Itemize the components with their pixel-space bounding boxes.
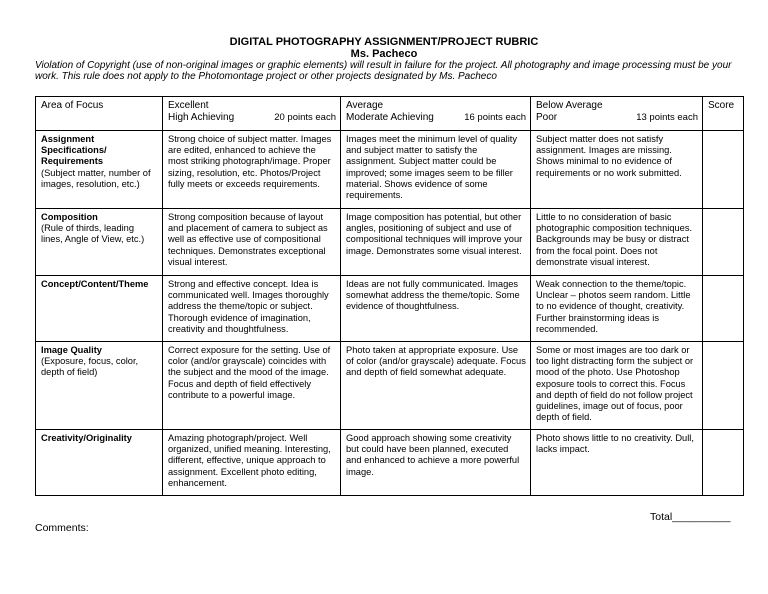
header-row (36, 97, 744, 131)
excellent-header (163, 97, 341, 131)
score-cell (703, 342, 744, 430)
table-row (36, 342, 744, 430)
rubric-table (35, 96, 744, 496)
total-field: Total__________ (650, 511, 731, 523)
table-row (36, 430, 744, 496)
excellent-cell: Strong choice of subject matter. Images are edited, enhanced to achieve the most striking photograph/image. Proper sizing, resolution, etc. Photos/Project fully meets or exceeds requirements. (163, 131, 341, 209)
area-title: Image Quality (41, 345, 102, 355)
area-cell (36, 131, 163, 209)
below-average-cell: Some or most images are too dark or too light distracting form the subject or mood of the photo. Use Photoshop exposure tools to correct this. Focus and depth of field do not follow project guidelines, image out of focus, poor depth of field. (531, 342, 703, 430)
document-title: DIGITAL PHOTOGRAPHY ASSIGNMENT/PROJECT RUBRIC (229, 36, 539, 48)
area-title: Concept/Content/Theme (41, 279, 149, 289)
area-cell (36, 430, 163, 496)
table-row (36, 131, 744, 209)
score-cell (703, 131, 744, 209)
score-cell (703, 209, 744, 276)
excellent-cell: Amazing photograph/project. Well organized, unified meaning. Interesting, different, effective, unique approach to assignment. Excellent photo editing, enhancement. (163, 430, 341, 496)
below-average-points: 13 points each (636, 112, 698, 123)
average-cell: Image composition has potential, but other angles, positioning of subject and use of compositional techniques will improve your image. Demonstrates some visual interest. (341, 209, 531, 276)
area-cell (36, 209, 163, 276)
excellent-label: Excellent (168, 100, 209, 111)
average-cell: Photo taken at appropriate exposure. Use of color (and/or grayscale) adequate. Focus and depth of field somewhat adequate. (341, 342, 531, 430)
below-average-sublabel: Poor (536, 112, 558, 123)
score-cell (703, 430, 744, 496)
average-cell: Good approach showing some creativity but could have been planned, executed and enhanced to achieve a more powerful image. (341, 430, 531, 496)
area-description: (Rule of thirds, leading lines, Angle of View, etc.) (41, 223, 145, 245)
area-of-focus-header: Area of Focus (36, 97, 163, 131)
area-description: (Exposure, focus, color, depth of field) (41, 356, 139, 378)
area-cell (36, 276, 163, 342)
score-header: Score (703, 97, 744, 131)
below-average-label: Below Average (536, 100, 603, 111)
excellent-cell: Strong and effective concept. Idea is communicated well. Images thoroughly address the theme/topic or subject. Thorough evidence of imagination, creativity and thoughtfulness. (163, 276, 341, 342)
excellent-cell: Strong composition because of layout and placement of camera to subject as well as effective use of compositional techniques. Demonstrates exceptional visual interest. (163, 209, 341, 276)
table-row (36, 276, 744, 342)
average-points: 16 points each (464, 112, 526, 123)
below-average-cell: Weak connection to the theme/topic. Unclear – photos seem random. Little to no evidence of thought, creativity. Further brainstorming ideas is recommended. (531, 276, 703, 342)
teacher-name: Ms. Pacheco (350, 48, 418, 60)
area-title: Creativity/Originality (41, 433, 132, 443)
area-title: Composition (41, 212, 98, 222)
average-cell: Ideas are not fully communicated. Images somewhat address the theme/topic. Some evidence of thoughtfulness. (341, 276, 531, 342)
below-average-cell: Subject matter does not satisfy assignment. Images are missing. Shows minimal to no evidence of requirements or no work submitted. (531, 131, 703, 209)
excellent-sublabel: High Achieving (168, 112, 235, 123)
excellent-points: 20 points each (274, 112, 336, 123)
area-description: (Subject matter, number of images, resolution, etc.) (41, 167, 151, 189)
comments-label: Comments: (35, 522, 89, 534)
copyright-notice: Violation of Copyright (use of non-original images or graphic elements) will result in failure for the project. All photography and image processing must be your work. This rule does not apply to the Photomontage project or other projects designated by Ms. Pacheco (35, 60, 732, 82)
average-cell: Images meet the minimum level of quality and subject matter to satisfy the assignment. Subject matter could be improved; some images seem to be filler material. Shows evidence of some requirements. (341, 131, 531, 209)
area-title: Assignment Specifications/ Requirements (41, 134, 107, 167)
average-sublabel: Moderate Achieving (346, 112, 434, 123)
excellent-cell: Correct exposure for the setting. Use of color (and/or grayscale) coincides with the subject and the mood of the image. Focus and depth of field effectively contribute to a powerful image. (163, 342, 341, 430)
below-average-cell: Little to no consideration of basic photographic composition techniques. Backgrounds may be busy or distract from the focal point. Does not demonstrate visual interest. (531, 209, 703, 276)
area-cell (36, 342, 163, 430)
average-label: Average (346, 100, 384, 111)
score-cell (703, 276, 744, 342)
below-average-header (531, 97, 703, 131)
average-header (341, 97, 531, 131)
table-row (36, 209, 744, 276)
below-average-cell: Photo shows little to no creativity. Dull, lacks impact. (531, 430, 703, 496)
